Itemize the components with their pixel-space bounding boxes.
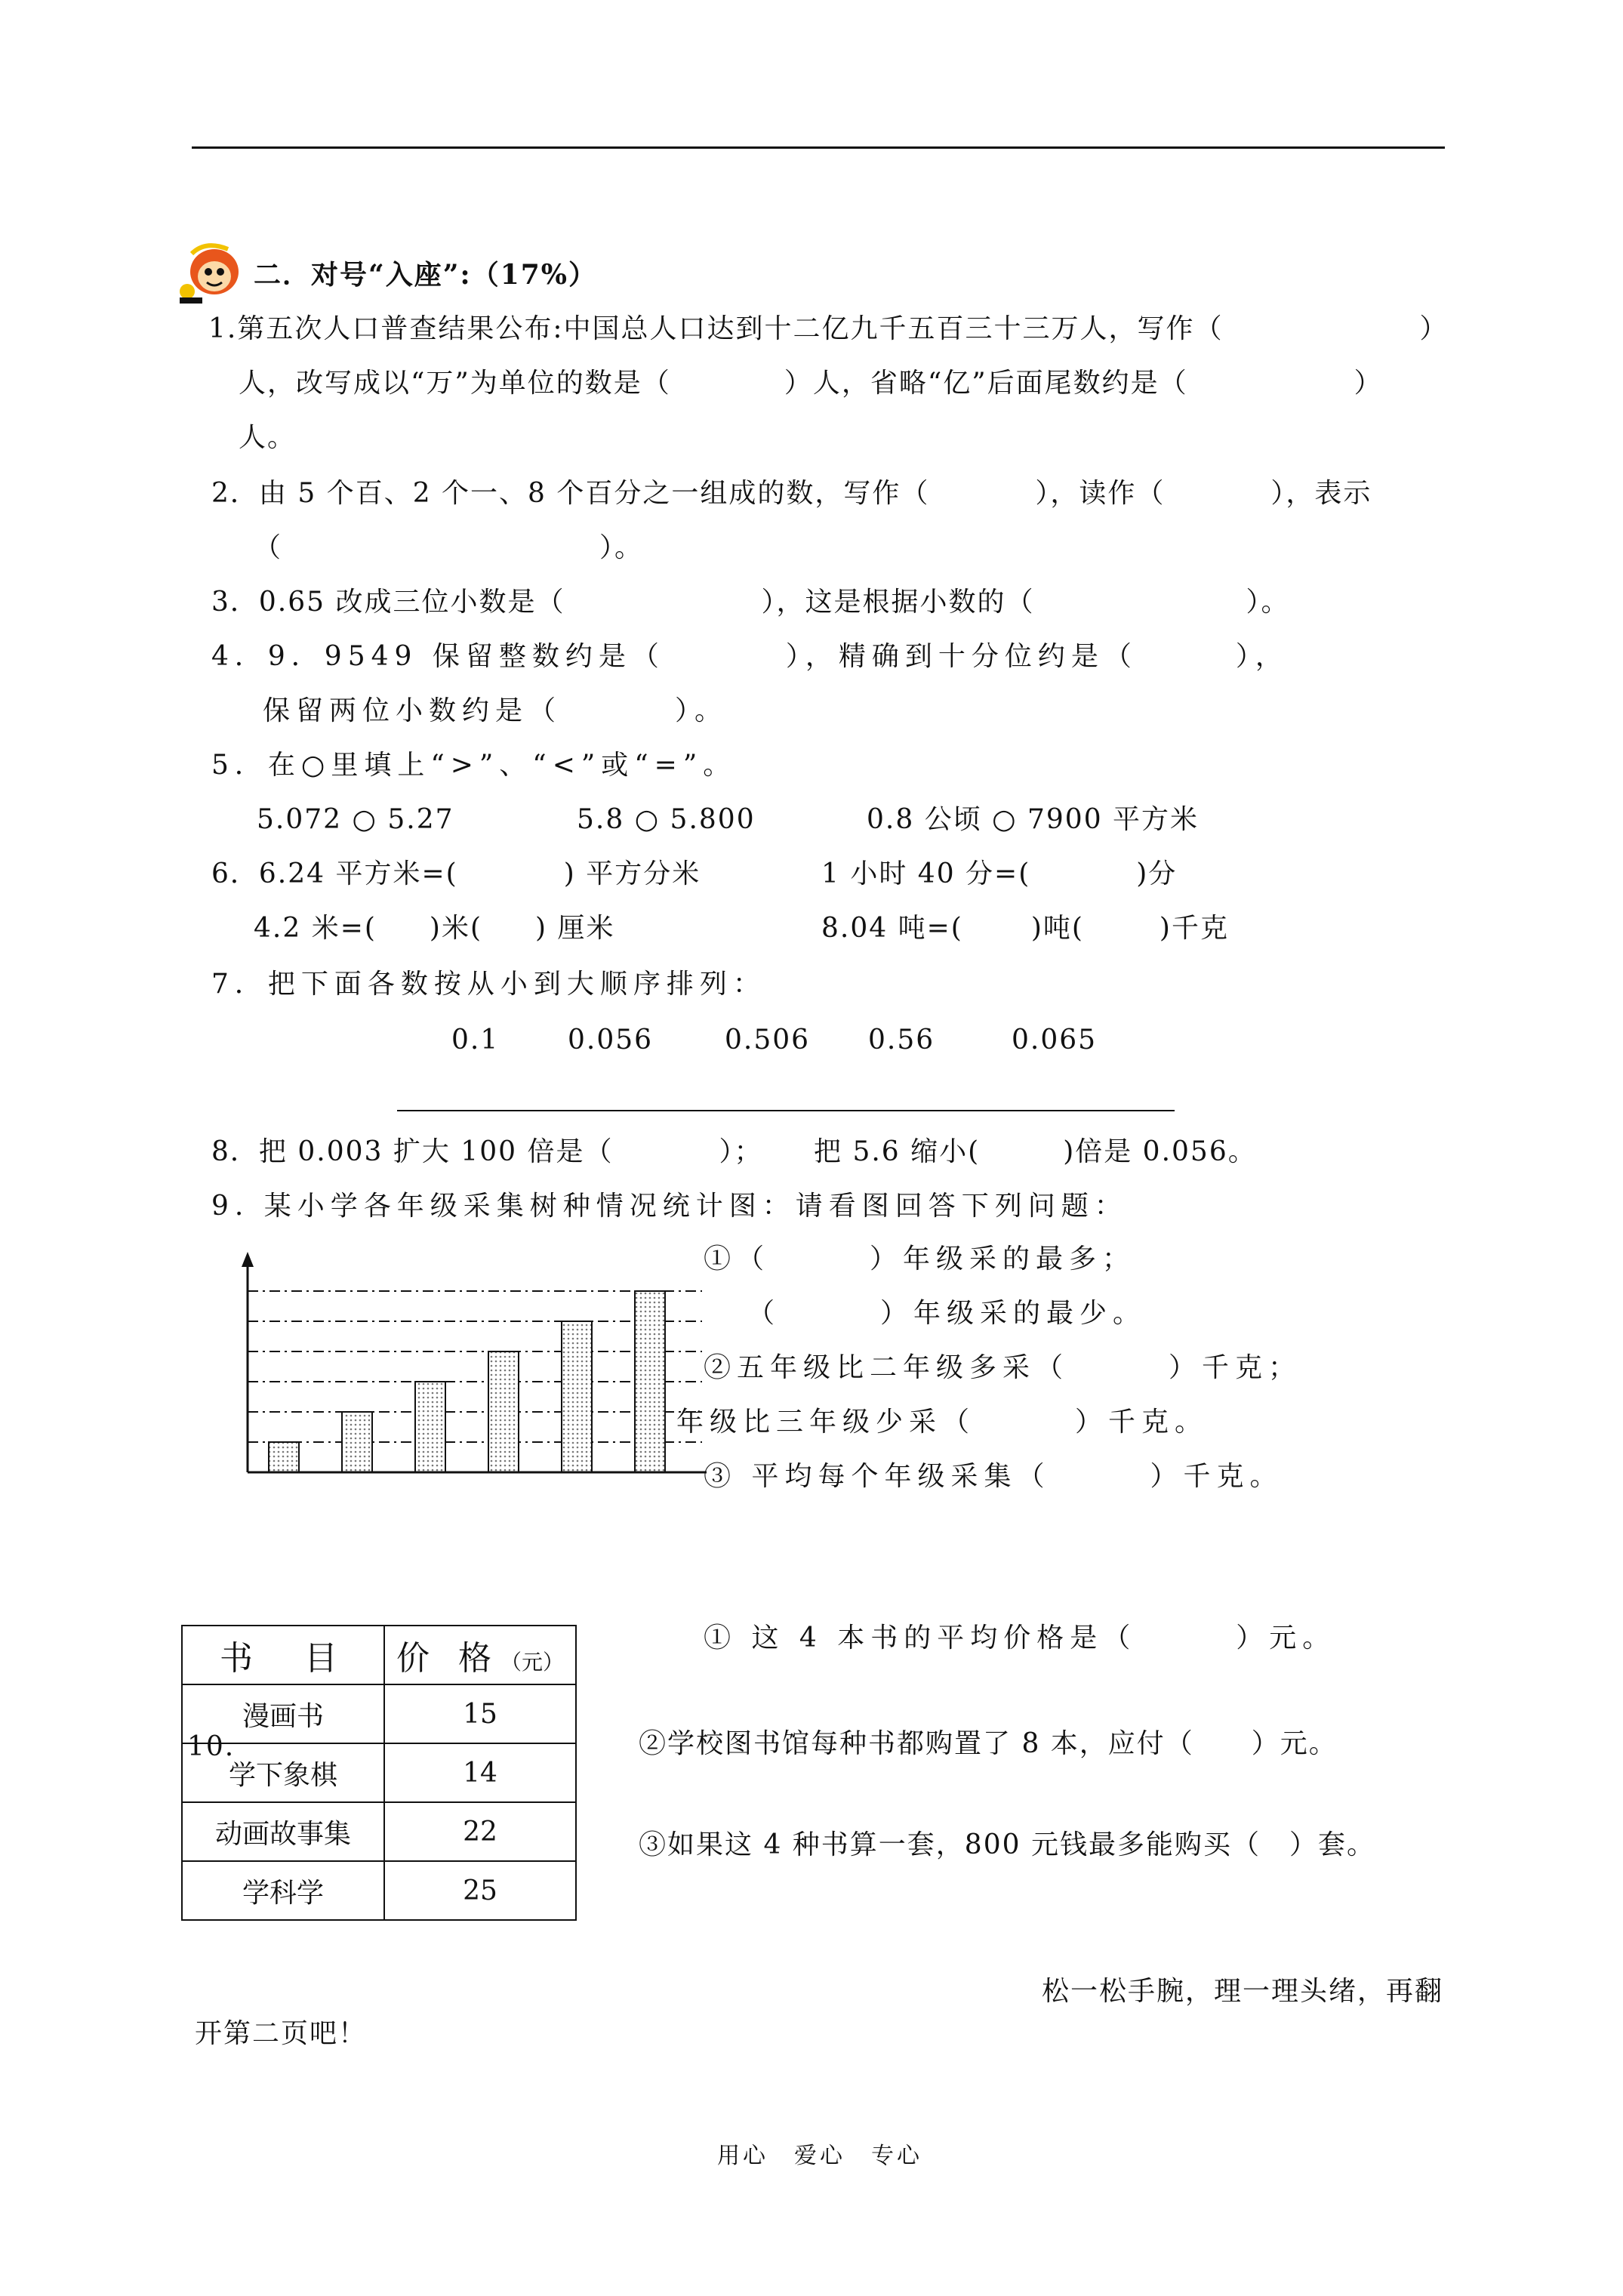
chart-bar <box>562 1321 592 1472</box>
q6-b1: 1 小时 40 分=( <box>821 858 1031 889</box>
book-price: 25 <box>384 1861 576 1920</box>
book-price: 15 <box>384 1684 576 1743</box>
q6-c1: 4.2 米=( <box>254 913 377 944</box>
q1-line2-close: ） <box>1354 368 1383 399</box>
q1-line2-a: 人，改写成以“万”为单位的数是（ <box>239 368 671 399</box>
q10-question-3: ③如果这 4 种书算一套，800 元钱最多能购买（ ）套。 <box>639 1829 1375 1860</box>
chart-bar <box>342 1412 372 1472</box>
q4-line1-c: ）， <box>1235 641 1289 672</box>
q3-c: ）。 <box>1246 587 1290 618</box>
q7-number: 0.506 <box>725 1025 811 1056</box>
chart-bar <box>635 1291 665 1472</box>
book-price: 22 <box>384 1802 576 1861</box>
q9-question-5: ③ 平均每个年级采集（ ）千克。 <box>704 1461 1283 1492</box>
q4-line2-a: 保留两位小数约是（ <box>263 695 562 726</box>
q10-question-1: ① 这 4 本书的平均价格是（ ）元。 <box>704 1623 1336 1653</box>
q1-line1 <box>208 313 1449 346</box>
book-price: 14 <box>384 1743 576 1802</box>
q9-question-4: 年级比三年级少采（ ）千克。 <box>676 1407 1209 1438</box>
q4-line2-b: ）。 <box>675 695 728 726</box>
q6-a <box>211 858 701 891</box>
q8-a2: ）； <box>719 1136 763 1167</box>
header-book-title: 书 目 <box>182 1626 384 1684</box>
q1-line2-b: ）人，省略“亿”后面尾数约是（ <box>784 368 1188 399</box>
q4-line2 <box>263 695 728 728</box>
book-name: 学下象棋 <box>182 1743 384 1802</box>
q8-b <box>814 1136 1257 1169</box>
q6-d1: 8.04 吨=( <box>821 913 963 944</box>
y-axis-arrow <box>242 1252 254 1267</box>
table-header-row <box>182 1626 576 1684</box>
q1-line3: 人。 <box>239 422 297 453</box>
header-price <box>384 1626 576 1684</box>
q2-line1-b: ），读作（ <box>1035 478 1166 509</box>
q9-question-3: ②五年级比二年级多采（ ）千克； <box>704 1352 1302 1383</box>
q1-line1-close: ） <box>1419 313 1449 344</box>
q6-c2: )米( <box>429 913 482 944</box>
header-price-unit: （元） <box>500 1650 564 1675</box>
q1-line2 <box>239 367 1383 400</box>
q9-question-2: （ ）年级采的最少。 <box>747 1298 1147 1329</box>
closing-line-2: 开第二页吧！ <box>195 2018 368 2049</box>
table-row <box>182 1861 576 1920</box>
q6-c <box>254 912 615 945</box>
q7-prompt: 7．把下面各数按从小到大顺序排列： <box>211 969 766 1000</box>
header-price-label: 价 格 <box>396 1639 500 1678</box>
q7-answer-line <box>397 1110 1175 1111</box>
q2-line1-c: ），表示 <box>1270 478 1372 509</box>
q7-number: 0.56 <box>868 1025 935 1056</box>
q1-line1-text: 1.第五次人口普查结果公布:中国总人口达到十二亿九千五百三十三万人，写作（ <box>208 313 1224 344</box>
q7-number: 0.056 <box>568 1025 654 1056</box>
chart-bar <box>415 1382 445 1472</box>
table-row <box>182 1743 576 1802</box>
chart-bar <box>269 1442 299 1472</box>
q6-c3: ) 厘米 <box>535 913 615 944</box>
closing-line-1: 松一松手腕，理一理头绪，再翻 <box>1042 1976 1444 2007</box>
q7-number: 0.1 <box>451 1025 500 1056</box>
q6-a2: ) 平方分米 <box>563 858 701 889</box>
book-name: 漫画书 <box>182 1684 384 1743</box>
q8-b1: 把 5.6 缩小( <box>814 1136 981 1167</box>
q3-line <box>211 586 1290 619</box>
q5-item-1: 5.072 ○ 5.27 <box>257 804 454 835</box>
q9-prompt: 9. 某小学各年级采集树种情况统计图：请看图回答下列问题： <box>211 1191 1128 1222</box>
table-row <box>182 1802 576 1861</box>
q8-a <box>211 1136 762 1169</box>
q7-number: 0.065 <box>1012 1025 1098 1056</box>
q2-line1-a: 2．由 5 个百、2 个一、8 个百分之一组成的数，写作（ <box>211 478 930 509</box>
chart-bar <box>488 1351 519 1472</box>
q6-a1: 6．6.24 平方米=( <box>211 858 458 889</box>
q6-b2: )分 <box>1136 858 1178 889</box>
q9-question-1: ①（ ）年级采的最多； <box>704 1244 1136 1274</box>
header-rule <box>192 146 1445 149</box>
q2-line2 <box>254 532 643 565</box>
q8-a1: 8．把 0.003 扩大 100 倍是（ <box>211 1136 614 1167</box>
q5-prompt: 5．在○里填上“>”、“<”或“=”。 <box>211 750 737 781</box>
q10-question-2: ②学校图书馆每种书都购置了 8 本，应付（ ）元。 <box>639 1728 1338 1759</box>
q5-item-2: 5.8 ○ 5.800 <box>577 804 756 835</box>
q2-line1 <box>211 477 1372 510</box>
q5-item-3: 0.8 公顷 ○ 7900 平方米 <box>867 804 1200 835</box>
page-footer: 用心 爱心 专心 <box>717 2143 922 2169</box>
book-name: 动画故事集 <box>182 1802 384 1861</box>
q3-a: 3．0.65 改成三位小数是（ <box>211 587 565 618</box>
q4-line1-b: ），精确到十分位约是（ <box>785 641 1138 672</box>
q2-line2-close: ）。 <box>599 532 644 563</box>
table-row <box>182 1684 576 1743</box>
q3-b: ），这是根据小数的（ <box>761 587 1035 618</box>
q6-d2: )吨( <box>1030 913 1084 944</box>
section-title: 二．对号“入座”:（17%） <box>254 259 598 291</box>
monkey-mascot-icon <box>175 239 258 311</box>
q6-d3: )千克 <box>1159 913 1229 944</box>
q4-line1-a: 4．9．9549 保留整数约是（ <box>211 641 665 672</box>
book-name: 学科学 <box>182 1861 384 1920</box>
q6-b <box>821 858 1177 891</box>
q8-b2: )倍是 0.056。 <box>1063 1136 1257 1167</box>
q10-number: 10. <box>187 1731 236 1762</box>
q6-d <box>821 912 1229 945</box>
book-price-table <box>181 1625 577 1921</box>
tree-seed-bar-chart <box>226 1246 710 1480</box>
q2-line2-open: （ <box>254 532 283 563</box>
q4-line1 <box>211 640 1289 673</box>
